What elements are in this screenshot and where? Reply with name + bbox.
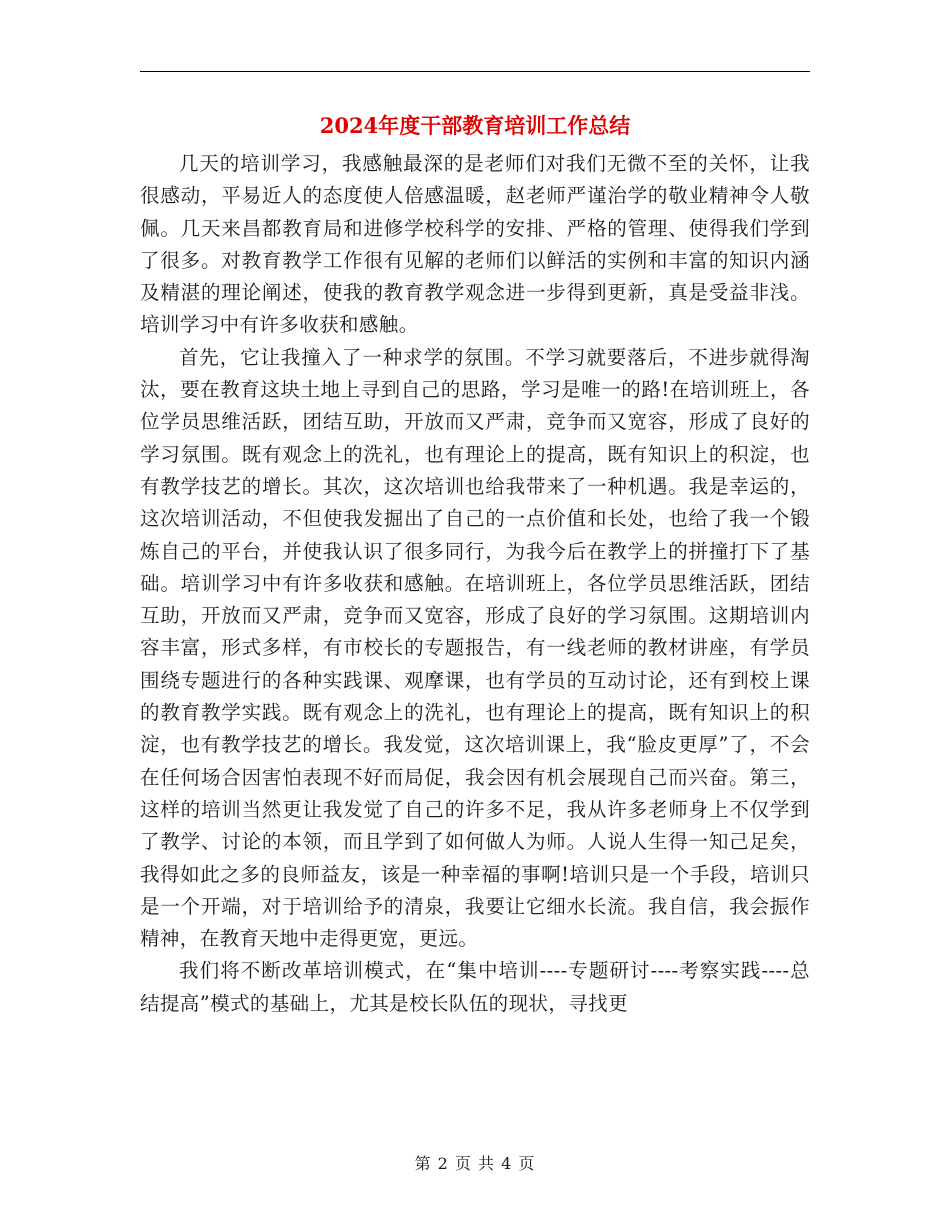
document-body <box>140 148 810 1020</box>
paragraph-1: 几天的培训学习，我感触最深的是老师们对我们无微不至的关怀，让我很感动，平易近人的态度使人倍感温暖，赵老师严谨治学的敬业精神令人敬佩。几天来昌都教育局和进修学校科学的安排、严格的管理、使得我们学到了很多。对教育教学工作很有见解的老师们以鲜活的实例和丰富的知识内涵及精湛的理论阐述，使我的教育教学观念进一步得到更新，真是受益非浅。培训学习中有许多收获和感触。 <box>140 152 810 337</box>
paragraph-2: 首先，它让我撞入了一种求学的氛围。不学习就要落后，不进步就得淘汰，要在教育这块土地上寻到自己的思路，学习是唯一的路!在培训班上，各位学员思维活跃，团结互助，开放而又严肃，竞争而又宽容，形成了良好的学习氛围。既有观念上的洗礼，也有理论上的提高，既有知识上的积淀，也有教学技艺的增长。其次，这次培训也给我带来了一种机遇。我是幸运的，这次培训活动，不但使我发掘出了自己的一点价值和长处，也给了我一个锻炼自己的平台，并使我认识了很多同行，为我今后在教学上的拼撞打下了基础。培训学习中有许多收获和感触。在培训班上，各位学员思维活跃，团结互助，开放而又严肃，竞争而又宽容，形成了良好的学习氛围。这期培训内容丰富，形式多样，有市校长的专题报告，有一线老师的教材讲座，有学员围绕专题进行的各种实践课、观摩课，也有学员的互动讨论，还有到校上课的教育教学实践。既有观念上的洗礼，也有理论上的提高，既有知识上的积淀，也有教学技艺的增长。我发觉，这次培训课上，我“脸皮更厚”了，不会在任何场合因害怕表现不好而局促，我会因有机会展现自己而兴奋。第三，这样的培训当然更让我发觉了自己的许多不足，我从许多老师身上不仅学到了教学、讨论的本领，而且学到了如何做人为师。人说人生得一知己足矣，我得如此之多的良师益友，该是一种幸福的事啊!培训只是一个手段，培训只是一个开端，对于培训给予的清泉，我要让它细水长流。我自信，我会振作精神，在教育天地中走得更宽，更远。 <box>140 345 810 951</box>
document-title: 2024年度干部教育培训工作总结 <box>319 113 631 138</box>
header-rule <box>140 71 810 72</box>
page-number-footer: 第 2 页 共 4 页 <box>414 1154 536 1173</box>
paragraph-3: 我们将不断改革培训模式，在“集中培训----专题研讨----考察实践----总结提高”模式的基础上，尤其是校长队伍的现状，寻找更 <box>140 959 810 1015</box>
